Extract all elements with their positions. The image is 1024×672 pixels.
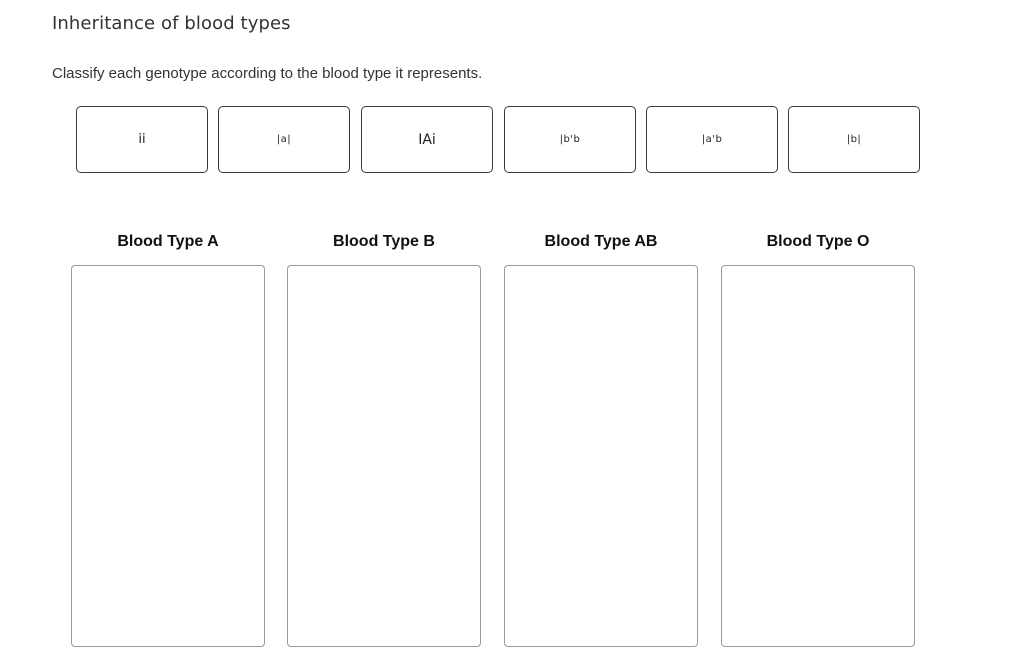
category-title: Blood Type B xyxy=(333,233,435,250)
genotype-tile-label: |a'b xyxy=(701,134,723,145)
genotype-tile-label: |b'b xyxy=(559,134,581,145)
dropzone-blood-type-a[interactable] xyxy=(71,265,265,647)
genotype-tile-label: IAi xyxy=(418,131,436,148)
category-blood-type-o xyxy=(721,230,915,254)
genotype-tile-label: |b| xyxy=(846,134,862,145)
page-title: Inheritance of blood types xyxy=(52,13,291,34)
category-blood-type-ab xyxy=(504,230,698,254)
category-blood-type-a xyxy=(71,230,265,254)
genotype-tile-IAi[interactable] xyxy=(361,106,493,173)
genotype-tile-label: ii xyxy=(138,132,146,147)
category-blood-type-b xyxy=(287,230,481,254)
category-title: Blood Type O xyxy=(766,233,870,250)
genotype-tile-iai[interactable] xyxy=(218,106,350,173)
category-title: Blood Type A xyxy=(117,233,219,250)
genotype-tile-bank xyxy=(76,106,924,176)
dropzone-blood-type-o[interactable] xyxy=(721,265,915,647)
genotype-tile-iaib[interactable] xyxy=(646,106,778,173)
genotype-tile-ii[interactable] xyxy=(76,106,208,173)
dropzone-blood-type-b[interactable] xyxy=(287,265,481,647)
category-title: Blood Type AB xyxy=(544,233,658,250)
genotype-tile-label: |a| xyxy=(276,134,292,145)
genotype-tile-ibi[interactable] xyxy=(788,106,920,173)
genotype-tile-ibib[interactable] xyxy=(504,106,636,173)
dropzone-blood-type-ab[interactable] xyxy=(504,265,698,647)
instructions-text: Classify each genotype according to the blood type it represents. xyxy=(52,65,483,82)
